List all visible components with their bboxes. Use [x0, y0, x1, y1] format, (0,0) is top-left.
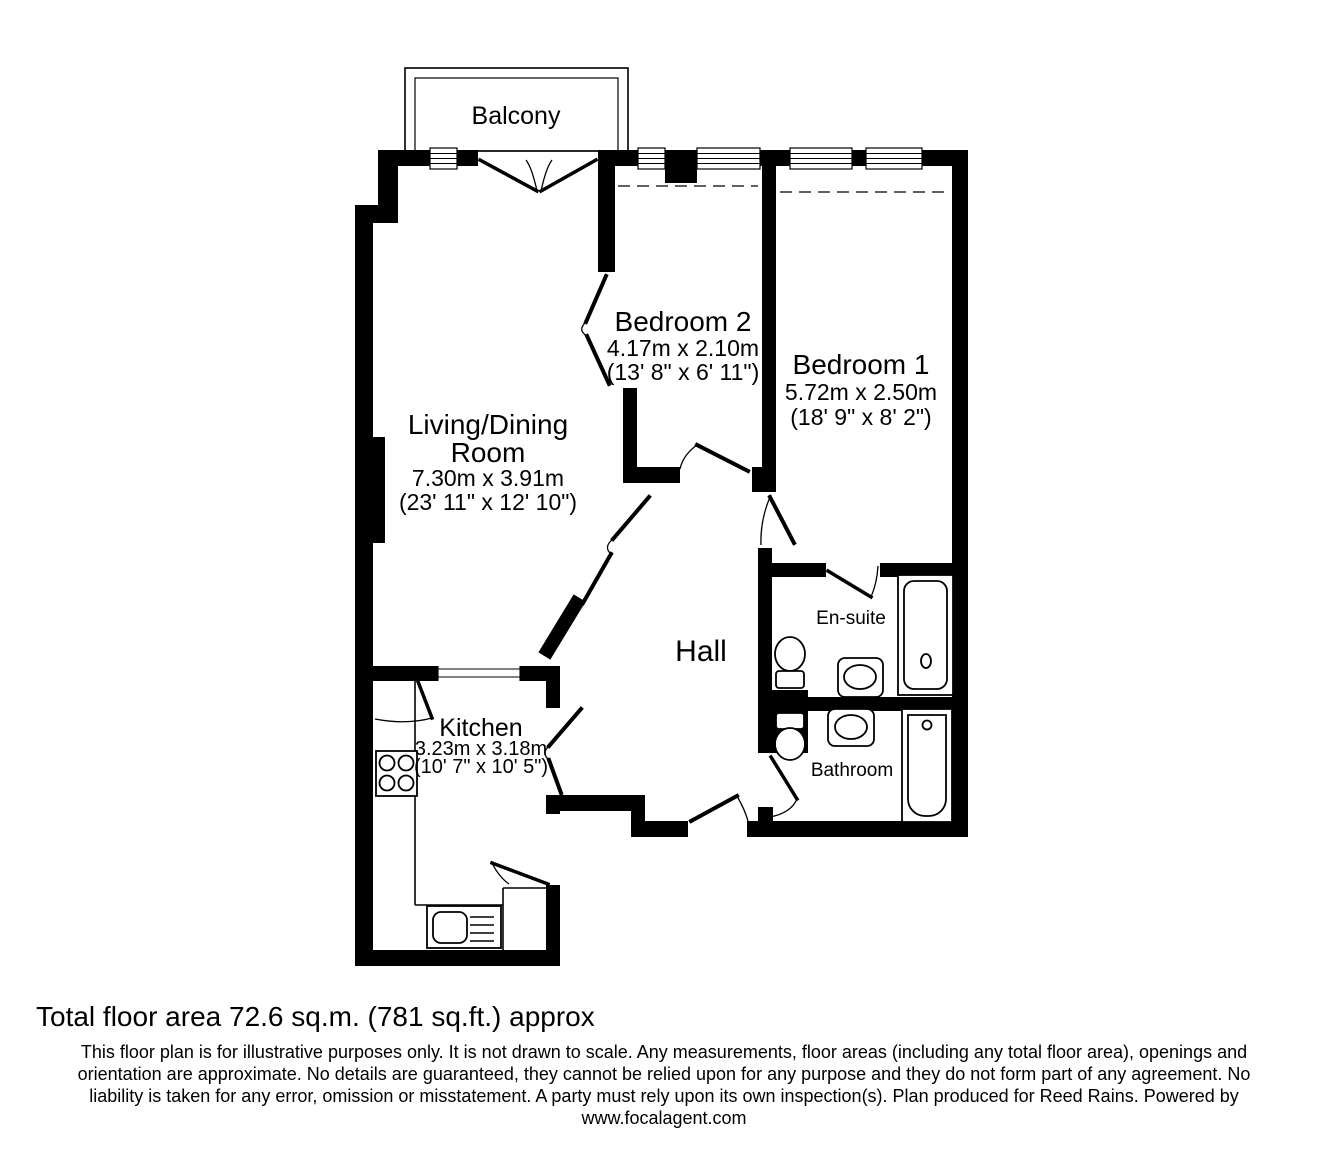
- kitchen-sink: [427, 906, 501, 948]
- disclaimer-line-2: orientation are approximate. No details are guaranteed, they cannot be relied upon for any purpose and they do not form part of any agreement. No: [77, 1064, 1251, 1084]
- bedroom1-label: Bedroom 1: [792, 349, 930, 380]
- wall-bedroom1-left: [762, 150, 776, 467]
- kitchen-door: [375, 679, 432, 722]
- living-room-label-line2: Room: [450, 437, 526, 468]
- footer: [36, 1001, 1250, 1128]
- wall-right: [952, 150, 968, 837]
- wall-top-pier: [665, 150, 697, 183]
- bathroom-label: Bathroom: [810, 760, 894, 781]
- kitchen-label: Kitchen: [439, 714, 523, 742]
- ensuite-door: [828, 566, 878, 597]
- bedroom2-door: [680, 445, 748, 471]
- window-living: [430, 148, 457, 169]
- disclaimer-line-3: liability is taken for any error, omission or misstatement. A party must rely upon its own inspection(s). Plan produced for Reed Rains. Powered by: [89, 1086, 1239, 1106]
- wall-bedroom1-door-pier: [752, 467, 776, 492]
- wall-ensuite-top-left: [772, 563, 826, 577]
- window-bedroom1-b: [866, 148, 922, 169]
- window-bedroom2-b: [697, 148, 760, 169]
- bedroom2-label: Bedroom 2: [614, 306, 752, 337]
- ensuite-label: En-suite: [816, 608, 886, 629]
- window-bedroom1-a: [790, 148, 852, 169]
- kitchen-metric: 3.23m x 3.18m: [414, 738, 548, 760]
- serving-hatch: [438, 665, 520, 682]
- disclaimer-line-4: www.focalagent.com: [581, 1108, 747, 1128]
- kitchen-imperial: (10' 7" x 10' 5"): [413, 756, 549, 778]
- restricted-height-lines: [618, 186, 950, 192]
- wall-bedroom2-left-top: [598, 150, 615, 272]
- wall-kitchen-top-left: [373, 666, 438, 681]
- balcony-french-doors: [480, 160, 596, 191]
- wall-bottom-right: [747, 821, 968, 837]
- wall-kitchen-right-top: [546, 800, 560, 814]
- bedroom2-imperial: (13' 8" x 6' 11"): [606, 359, 760, 385]
- wall-top-2: [457, 150, 478, 166]
- window-bedroom2-a: [638, 148, 665, 169]
- wall-bath-door-pier: [758, 807, 773, 822]
- bathroom-toilet: [775, 713, 805, 760]
- kitchen-corner-door: [492, 863, 548, 884]
- disclaimer: [78, 1042, 1251, 1128]
- bedroom1-door: [761, 497, 794, 545]
- wall-step-top: [546, 795, 645, 811]
- wall-left: [355, 205, 373, 966]
- bathroom-sink: [828, 709, 874, 746]
- kitchen-hob: [376, 751, 417, 796]
- bedroom1-metric: 5.72m x 2.50m: [784, 379, 938, 405]
- bathroom-door: [770, 757, 797, 817]
- bedroom1-imperial: (18' 9" x 8' 2"): [790, 404, 932, 430]
- wall-ensuite-left: [758, 548, 772, 690]
- wall-top-5: [852, 150, 866, 166]
- living-room-label-line1: Living/Dining: [407, 409, 569, 440]
- wall-kitchen-bottom: [355, 950, 560, 966]
- living-bedroom2-opening: [582, 276, 609, 384]
- bedroom2-metric: 4.17m x 2.10m: [606, 335, 760, 361]
- ensuite-sink: [838, 658, 883, 697]
- living-room-imperial: (23' 11" x 12' 10"): [398, 489, 578, 515]
- living-room-metric: 7.30m x 3.91m: [411, 465, 565, 491]
- entrance-door: [691, 796, 748, 821]
- living-hall-opening: [548, 497, 649, 650]
- ensuite-toilet: [775, 637, 805, 688]
- total-floor-area: Total floor area 72.6 sq.m. (781 sq.ft.) approx: [36, 1001, 595, 1032]
- balcony-label: Balcony: [471, 102, 561, 130]
- bathroom-bathtub: [902, 709, 952, 822]
- angled-wall-stub: [548, 604, 576, 650]
- kitchen-hall-opening: [545, 709, 581, 793]
- disclaimer-line-1: This floor plan is for illustrative purposes only. It is not drawn to scale. Any measurements, floor areas (including any total floor area), openings and: [80, 1042, 1248, 1062]
- wall-topleft-step: [355, 205, 398, 223]
- ensuite-bathtub: [898, 575, 953, 695]
- hall-label: Hall: [675, 635, 727, 668]
- wall-left-bump: [373, 437, 385, 543]
- wall-bedroom2-bottom: [623, 467, 680, 483]
- wall-kitchen-hall-stub: [546, 666, 560, 708]
- walls: [355, 150, 968, 966]
